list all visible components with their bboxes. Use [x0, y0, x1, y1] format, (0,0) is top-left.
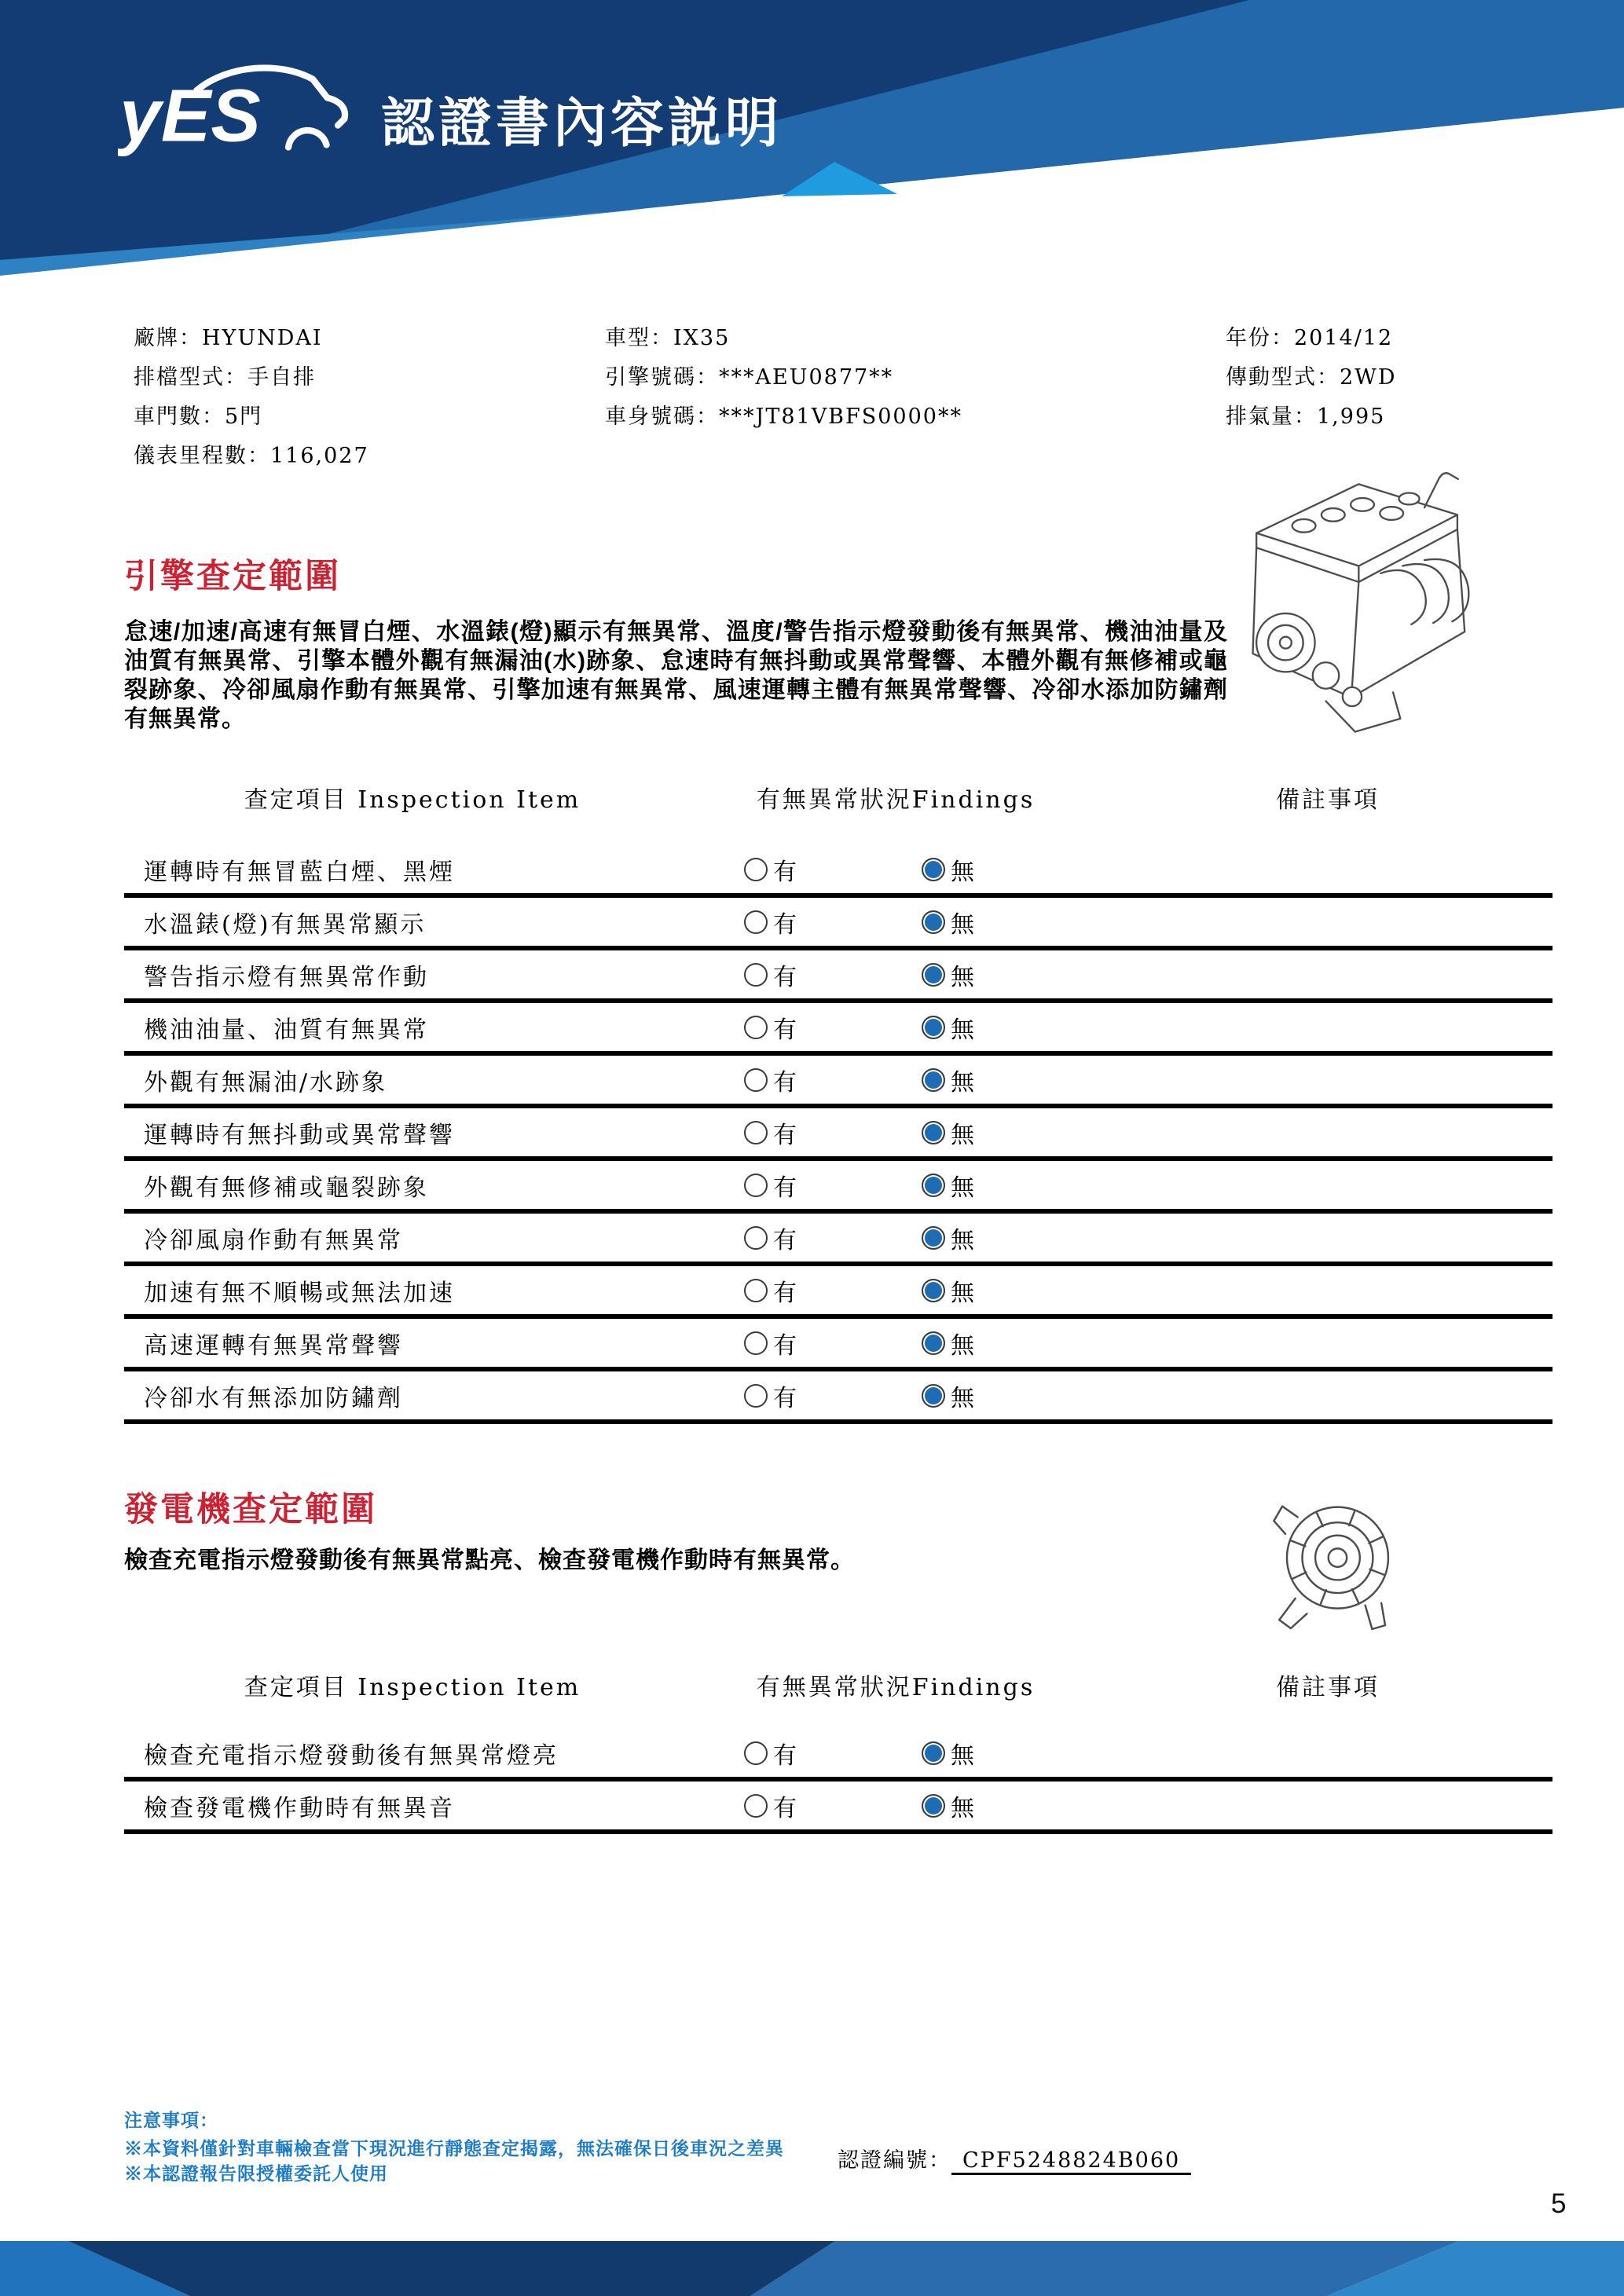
- radio-yes-label: 有: [773, 1016, 797, 1044]
- radio-no-selected: [922, 1384, 945, 1408]
- radio-no-selected: [922, 1331, 945, 1355]
- inspection-item-label: 檢查充電指示燈發動後有無異常燈亮: [144, 1741, 559, 1770]
- table-row: [124, 898, 1553, 950]
- engine-section-title: 引擎查定範圍: [124, 558, 341, 595]
- radio-yes-unselected: [744, 858, 768, 881]
- radio-yes-unselected: [744, 963, 768, 987]
- inspection-item-label: 加速有無不順暢或無法加速: [144, 1279, 455, 1307]
- radio-yes-unselected: [744, 1226, 768, 1250]
- inspection-item-label: 冷卻水有無添加防鏽劑: [144, 1384, 403, 1412]
- radio-yes-label: 有: [773, 910, 797, 939]
- vehicle-transmission: 排檔型式：手自排: [134, 365, 316, 390]
- table-row: [124, 950, 1553, 1003]
- certificate-number-label: 認證編號：: [838, 2148, 951, 2173]
- column-header-findings: 有無異常狀況Findings: [756, 1674, 1036, 1701]
- table-row: [124, 1782, 1553, 1834]
- radio-no-label: 無: [951, 1068, 974, 1097]
- table-row: [124, 845, 1553, 898]
- radio-yes-label: 有: [773, 1068, 797, 1097]
- radio-no-selected: [922, 1741, 945, 1765]
- radio-no-label: 無: [951, 1279, 974, 1307]
- generator-section-description: 檢查充電指示燈發動後有無異常點亮、檢查發電機作動時有無異常。: [124, 1547, 855, 1573]
- radio-yes-unselected: [744, 910, 768, 934]
- radio-yes-unselected: [744, 1068, 768, 1092]
- inspection-item-label: 高速運轉有無異常聲響: [144, 1331, 403, 1360]
- inspection-item-label: 運轉時有無冒藍白煙、黑煙: [144, 858, 455, 886]
- radio-yes-label: 有: [773, 1279, 797, 1307]
- radio-yes-label: 有: [773, 1174, 797, 1202]
- column-header-item: 查定項目 Inspection Item: [244, 1674, 581, 1701]
- vehicle-brand: 廠牌：HYUNDAI: [134, 326, 323, 350]
- note-line: ※本資料僅針對車輛檢查當下現況進行靜態查定揭露，無法確保日後車況之差異: [124, 2138, 784, 2159]
- certificate-number-value: CPF5248824B060: [951, 2148, 1191, 2175]
- engine-illustration: [1216, 454, 1509, 751]
- radio-no-label: 無: [951, 1384, 974, 1412]
- note-line: ※本認證報告限授權委託人使用: [124, 2163, 388, 2184]
- inspection-item-label: 檢查發電機作動時有無異音: [144, 1794, 455, 1822]
- vehicle-displacement: 排氣量：1,995: [1226, 405, 1386, 429]
- radio-yes-unselected: [744, 1016, 768, 1039]
- radio-yes-label: 有: [773, 1121, 797, 1149]
- logo-text: yES: [119, 74, 261, 158]
- certificate-number-line: [838, 2143, 1191, 2173]
- alternator-illustration: [1252, 1485, 1421, 1639]
- radio-yes-unselected: [744, 1279, 768, 1302]
- radio-no-label: 無: [951, 1741, 974, 1770]
- radio-yes-unselected: [744, 1331, 768, 1355]
- table-row: [124, 1161, 1553, 1214]
- vehicle-mileage: 儀表里程數：116,027: [134, 444, 369, 468]
- radio-no-selected: [922, 1016, 945, 1039]
- radio-no-label: 無: [951, 1121, 974, 1149]
- radio-no-label: 無: [951, 1226, 974, 1254]
- radio-no-label: 無: [951, 1794, 974, 1822]
- radio-yes-label: 有: [773, 1794, 797, 1822]
- radio-no-label: 無: [951, 858, 974, 886]
- radio-yes-unselected: [744, 1794, 768, 1818]
- page-title: 認證書內容説明: [381, 93, 783, 153]
- radio-no-selected: [922, 910, 945, 934]
- radio-yes-label: 有: [773, 1226, 797, 1254]
- table-row: [124, 1266, 1553, 1319]
- inspection-item-label: 冷卻風扇作動有無異常: [144, 1226, 403, 1254]
- table-row: [124, 1108, 1553, 1161]
- column-header-remarks: 備註事項: [1276, 786, 1380, 814]
- radio-no-label: 無: [951, 1016, 974, 1044]
- vehicle-drivetrain: 傳動型式：2WD: [1226, 365, 1397, 390]
- inspection-item-label: 運轉時有無抖動或異常聲響: [144, 1121, 455, 1149]
- radio-no-selected: [922, 1794, 945, 1818]
- radio-no-label: 無: [951, 963, 974, 991]
- radio-no-label: 無: [951, 1331, 974, 1360]
- inspection-item-label: 外觀有無漏油/水跡象: [144, 1068, 388, 1097]
- yes-logo: [118, 61, 361, 159]
- radio-yes-label: 有: [773, 1741, 797, 1770]
- column-header-item: 查定項目 Inspection Item: [244, 786, 581, 814]
- vehicle-year: 年份：2014/12: [1226, 326, 1394, 350]
- radio-yes-label: 有: [773, 858, 797, 886]
- table-row: [124, 1056, 1553, 1108]
- radio-no-selected: [922, 1121, 945, 1144]
- table-row: [124, 1319, 1553, 1371]
- table-row: [124, 1003, 1553, 1056]
- engine-section-description: 怠速/加速/高速有無冒白煙、水溫錶(燈)顯示有無異常、溫度/警告指示燈發動後有無異常、機油油量及油質有無異常、引擎本體外觀有無漏油(水)跡象、怠速時有無抖動或異常聲響、本體外觀有無修補或龜裂跡象、冷卻風扇作動有無異常、引擎加速有無異常、風速運轉主體有無異常聲響、冷卻水添加防鏽劑有無異常。: [124, 619, 1228, 732]
- vehicle-engine-no: 引擎號碼：***AEU0877**: [605, 365, 894, 390]
- radio-yes-label: 有: [773, 963, 797, 991]
- inspection-item-label: 機油油量、油質有無異常: [144, 1016, 429, 1044]
- radio-yes-unselected: [744, 1741, 768, 1765]
- column-header-findings: 有無異常狀況Findings: [756, 786, 1036, 814]
- radio-no-label: 無: [951, 1174, 974, 1202]
- table-row: [124, 1729, 1553, 1782]
- radio-yes-unselected: [744, 1384, 768, 1408]
- vehicle-doors: 車門數：5門: [134, 405, 263, 429]
- radio-yes-label: 有: [773, 1331, 797, 1360]
- radio-yes-unselected: [744, 1121, 768, 1144]
- vehicle-vin: 車身號碼：***JT81VBFS0000**: [605, 405, 962, 429]
- table-row: [124, 1214, 1553, 1266]
- radio-no-selected: [922, 1279, 945, 1302]
- radio-yes-unselected: [744, 1174, 768, 1197]
- radio-no-selected: [922, 963, 945, 987]
- notes-title: 注意事項：: [124, 2110, 218, 2130]
- column-header-remarks: 備註事項: [1276, 1674, 1380, 1701]
- inspection-item-label: 外觀有無修補或龜裂跡象: [144, 1174, 429, 1202]
- radio-no-label: 無: [951, 910, 974, 939]
- inspection-item-label: 警告指示燈有無異常作動: [144, 963, 429, 991]
- radio-no-selected: [922, 858, 945, 881]
- vehicle-model: 車型：IX35: [605, 326, 731, 350]
- generator-section-title: 發電機查定範圍: [124, 1491, 377, 1529]
- radio-no-selected: [922, 1226, 945, 1250]
- page-number: 5: [1551, 2188, 1567, 2219]
- inspection-item-label: 水溫錶(燈)有無異常顯示: [144, 910, 427, 939]
- radio-no-selected: [922, 1068, 945, 1092]
- table-row: [124, 1371, 1553, 1424]
- footer-band: [0, 2241, 1624, 2296]
- radio-yes-label: 有: [773, 1384, 797, 1412]
- radio-no-selected: [922, 1174, 945, 1197]
